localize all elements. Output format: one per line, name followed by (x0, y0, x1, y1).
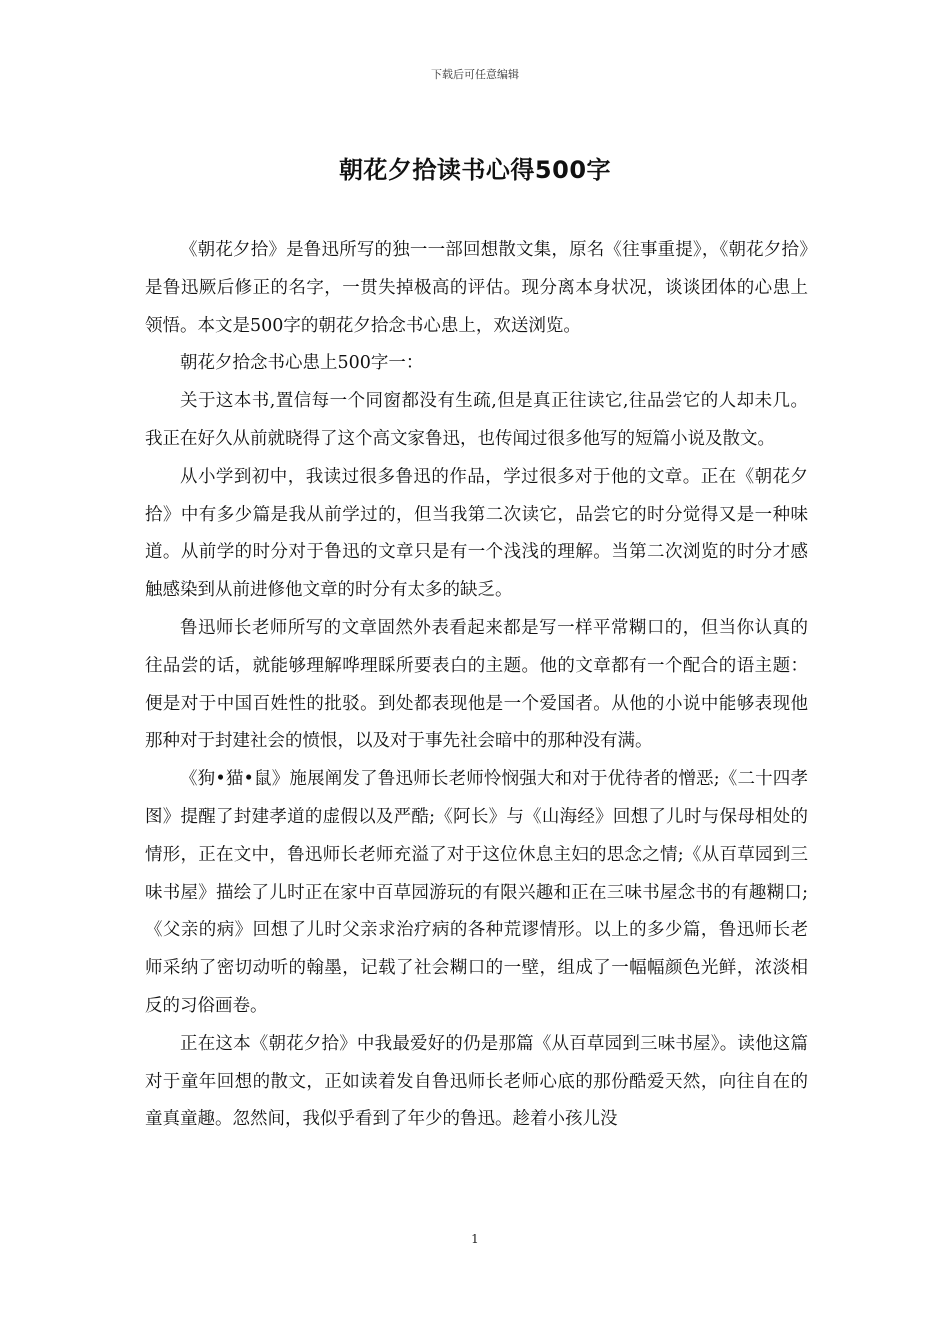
paragraph: 关于这本书,置信每一个同窗都没有生疏,但是真正往读它,往品尝它的人却未几。我正在好久从前就晓得了这个高文家鲁迅，也传闻过很多他写的短篇小说及散文。 (145, 391, 808, 449)
header-note: 下载后可任意编辑 (431, 68, 519, 81)
document-title: 朝花夕拾读书心得500字 (338, 156, 612, 184)
paragraph: 正在这本《朝花夕拾》中我最爱好的仍是那篇《从百草园到三味书屋》。读他这篇对于童年回想的散文，正如读着发自鲁迅师长老师心底的那份酷爱天然，向往自在的童真童趣。忽然间，我似乎看到了年少的鲁迅。趁着小孩儿没 (145, 1033, 808, 1130)
page-number: 1 (471, 1232, 479, 1246)
paragraph: 从小学到初中，我读过很多鲁迅的作品，学过很多对于他的文章。正在《朝花夕拾》中有多少篇是我从前学过的，但当我第二次读它，品尝它的时分觉得又是一种味道。从前学的时分对于鲁迅的文章只是有一个浅浅的理解。当第二次浏览的时分才感触感染到从前进修他文章的时分有太多的缺乏。 (145, 466, 808, 601)
paragraph: 鲁迅师长老师所写的文章固然外表看起来都是写一样平常糊口的，但当你认真的往品尝的话，就能够理解哗理睬所要表白的主题。他的文章都有一个配合的语主题：便是对于中国百姓性的批驳。到处都表现他是一个爱国者。从他的小说中能够表现他那种对于封建社会的愤恨，以及对于事先社会暗中的那种没有满。 (145, 617, 808, 752)
document-body (145, 232, 808, 1139)
paragraph: 《朝花夕拾》是鲁迅所写的独一一部回想散文集，原名《往事重提》，《朝花夕拾》是鲁迅厥后修正的名字，一贯失掉极高的评估。现分离本身状况，谈谈团体的心患上领悟。本文是500字的朝花夕拾念书心患上，欢送浏览。 (145, 240, 808, 336)
paragraph: 《狗•猫•鼠》施展阐发了鲁迅师长老师怜悯强大和对于优待者的憎恶;《二十四孝图》提醒了封建孝道的虚假以及严酷;《阿长》与《山海经》回想了儿时与保母相处的情形，正在文中，鲁迅师长老师充溢了对于这位休息主妇的思念之情;《从百草园到三味书屋》描绘了儿时正在家中百草园游玩的有限兴趣和正在三味书屋念书的有趣糊口;《父亲的病》回想了儿时父亲求治疗病的各种荒谬情形。以上的多少篇，鲁迅师长老师采纳了密切动听的翰墨，记载了社会糊口的一壁，组成了一幅幅颜色光鲜，浓淡相反的习俗画卷。 (145, 769, 808, 1016)
paragraph: 朝花夕拾念书心患上500字一： (180, 353, 424, 374)
